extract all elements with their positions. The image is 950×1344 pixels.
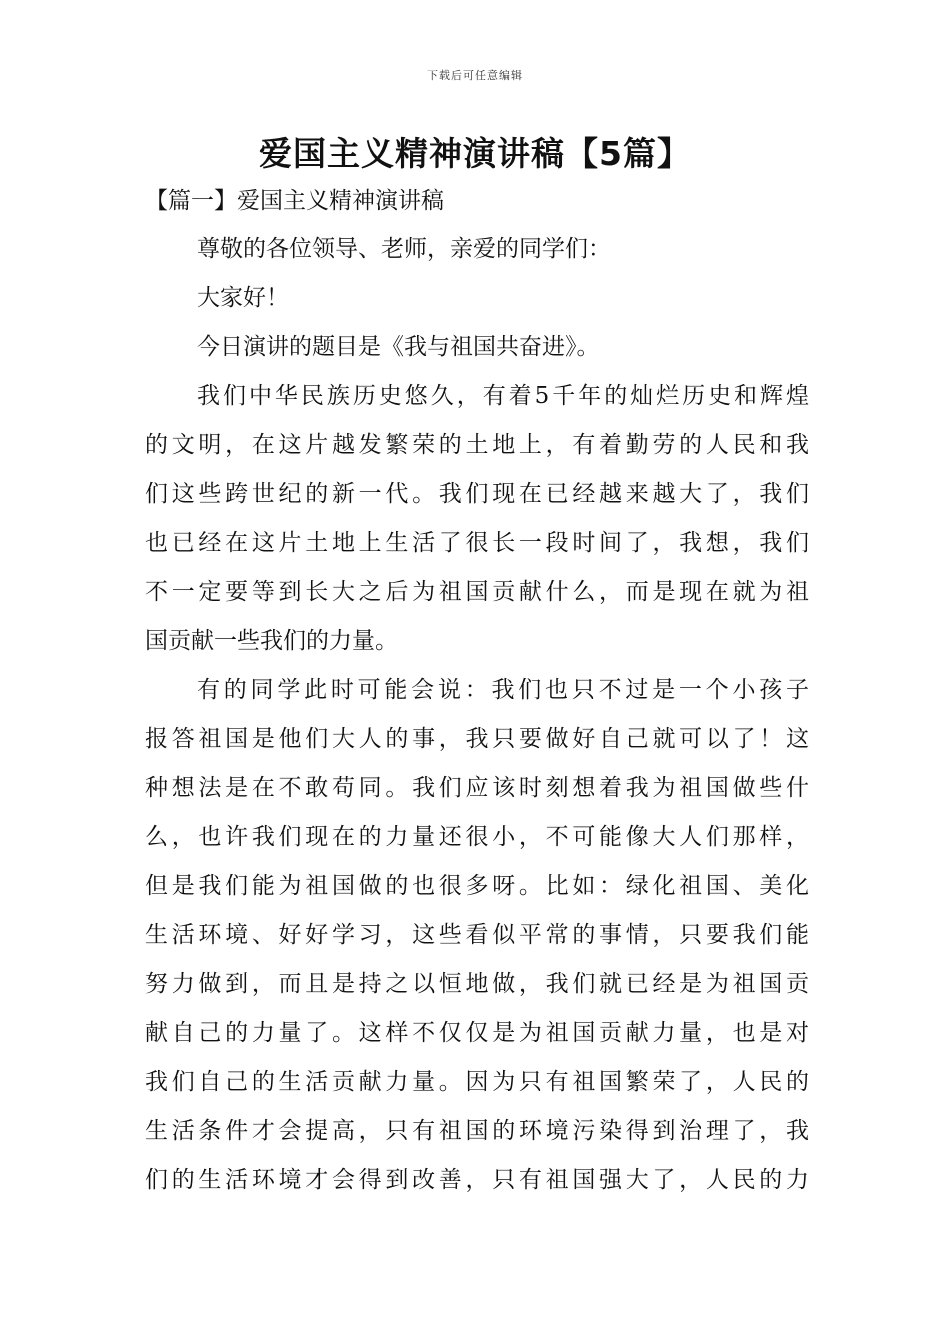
paragraph-line: 们这些跨世纪的新一代。我们现在已经越来越大了，我们 (145, 481, 809, 507)
paragraph-line: 不一定要等到长大之后为祖国贡献什么，而是现在就为祖 (145, 579, 809, 605)
paragraph-line: 献自己的力量了。这样不仅仅是为祖国贡献力量，也是对 (145, 1020, 809, 1046)
paragraph-line: 大家好！ (197, 285, 289, 311)
paragraph-line: 有的同学此时可能会说：我们也只不过是一个小孩子 (197, 677, 809, 703)
paragraph-line: 种想法是在不敢苟同。我们应该时刻想着我为祖国做些什 (145, 775, 809, 801)
speech-body (145, 225, 809, 1205)
section-heading: 【篇一】爱国主义精神演讲稿 (145, 188, 444, 214)
paragraph-line: 生活环境、好好学习，这些看似平常的事情，只要我们能 (145, 922, 809, 948)
paragraph-line: 尊敬的各位领导、老师，亲爱的同学们： (197, 236, 611, 262)
header-note: 下载后可任意编辑 (427, 69, 523, 82)
paragraph-line: 也已经在这片土地上生活了很长一段时间了，我想，我们 (145, 530, 809, 556)
paragraph-line: 我们中华民族历史悠久，有着5千年的灿烂历史和辉煌 (197, 383, 809, 409)
paragraph-line: 我们自己的生活贡献力量。因为只有祖国繁荣了，人民的 (145, 1069, 809, 1095)
paragraph-line: 国贡献一些我们的力量。 (145, 628, 398, 654)
paragraph-line: 报答祖国是他们大人的事，我只要做好自己就可以了！这 (145, 726, 809, 752)
paragraph-line: 么，也许我们现在的力量还很小，不可能像大人们那样， (145, 824, 809, 850)
paragraph-line: 今日演讲的题目是《我与祖国共奋进》。 (197, 334, 600, 360)
paragraph-line: 的文明，在这片越发繁荣的土地上，有着勤劳的人民和我 (145, 432, 809, 458)
document-title: 爱国主义精神演讲稿【5篇】 (259, 134, 691, 173)
paragraph-line: 但是我们能为祖国做的也很多呀。比如：绿化祖国、美化 (145, 873, 809, 899)
paragraph-line: 生活条件才会提高，只有祖国的环境污染得到治理了，我 (145, 1118, 809, 1144)
paragraph-line: 们的生活环境才会得到改善，只有祖国强大了，人民的力 (145, 1167, 809, 1193)
paragraph-line: 努力做到，而且是持之以恒地做，我们就已经是为祖国贡 (145, 971, 809, 997)
